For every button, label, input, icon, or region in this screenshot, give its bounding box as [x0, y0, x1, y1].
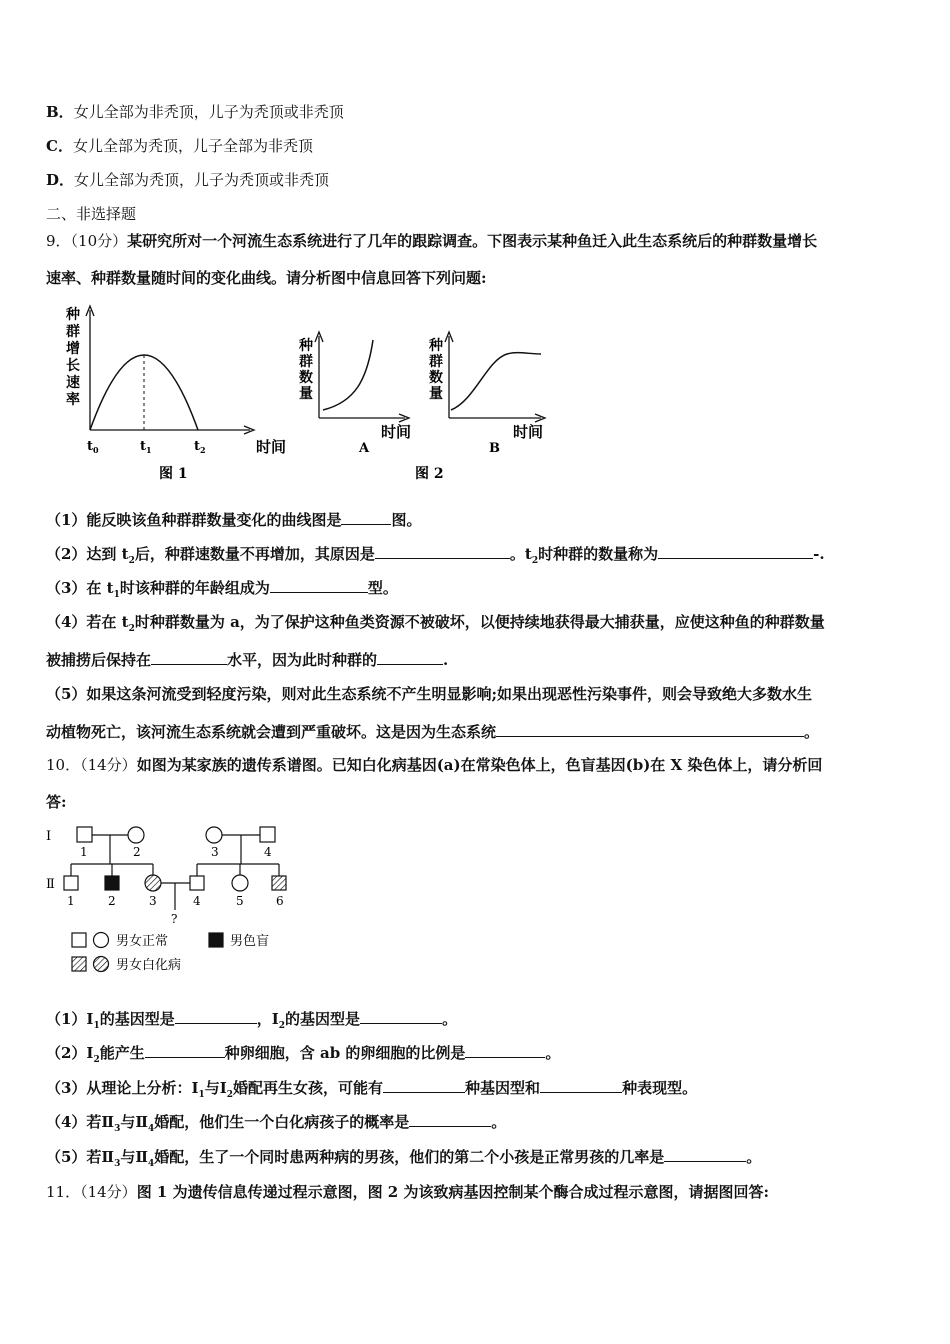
legend-colorblind-label: 男色盲 — [230, 934, 270, 949]
legend-albinism-label: 男女白化病 — [116, 958, 182, 973]
q9-p4-c: 被捕捞后保持在 — [46, 651, 152, 669]
legend-normal-label: 男女正常 — [116, 934, 169, 949]
q9-p2-blank2 — [658, 543, 813, 559]
fig1-xlabel: 时间 — [256, 438, 287, 456]
q9-p4-a: （4）若在 t — [46, 613, 129, 631]
fig2a-j-curve — [323, 340, 373, 410]
q9-p2-c: 。t — [509, 545, 532, 563]
i4-number: 4 — [264, 845, 272, 859]
option-b-text: 女儿全部为非秃顶，儿子为秃顶或非秃顶 — [73, 103, 344, 121]
ii1-number: 1 — [67, 894, 75, 908]
q10-p1-e: 。 — [442, 1010, 458, 1028]
option-b — [46, 102, 344, 122]
option-c-text: 女儿全部为秃顶，儿子全部为非秃顶 — [72, 137, 313, 155]
fig1-t2: $t_2$ — [194, 439, 206, 455]
q9-p2-d: 时种群的数量称为 — [538, 545, 659, 563]
fig1-ylabel-4: 速 — [66, 375, 80, 391]
fig1-ylabel-2: 增 — [66, 341, 80, 357]
q9-stem1: 某研究所对一个河流生态系统进行了几年的跟踪调查。下图表示某种鱼迁入此生态系统后的种群数量增长 — [127, 232, 818, 250]
q10-p1-c: ，Ⅰ — [256, 1010, 279, 1028]
option-d-letter: D． — [46, 171, 75, 189]
fig1-ylabel-0: 种 — [66, 307, 80, 323]
q10-p2-s: 2 — [93, 1055, 100, 1065]
fig2b-ylabel-0: 种 — [429, 338, 443, 354]
fig1-t0: $t_0$ — [87, 439, 99, 455]
q10-p3-blank2 — [540, 1077, 622, 1093]
q9-part5-line1: （5）如果这条河流受到轻度污染，则对此生态系统不产生明显影响;如果出现恶性污染事件，则会导致绝大多数水生 — [46, 685, 812, 703]
ii1-male-normal — [64, 876, 78, 890]
q9-p1-blank — [341, 509, 391, 525]
gen1-label: Ⅰ — [46, 829, 52, 844]
q9-p1-suffix: 图。 — [391, 511, 422, 529]
fig1-ylabel-5: 率 — [66, 392, 80, 408]
q10-p5-s1: 3 — [114, 1159, 121, 1169]
q9-p4-sub: 2 — [128, 624, 135, 634]
q10-p1-b: 的基因型是 — [99, 1010, 175, 1028]
i2-number: 2 — [133, 845, 141, 859]
q9-p4-d: 水平，因为此时种群的 — [227, 651, 378, 669]
q10-p2-c: 种卵细胞，含 ab 的卵细胞的比例是 — [224, 1044, 466, 1062]
q10-p1-a: （1）Ⅰ — [46, 1010, 94, 1028]
q9-p3-blank — [270, 577, 368, 593]
fig2a-xlabel: 时间 — [381, 423, 412, 441]
q10-p5-d: 。 — [746, 1148, 762, 1166]
ii4-number: 4 — [193, 894, 201, 908]
q9-number: 9．（10分） — [46, 232, 128, 250]
q10-p2-b: 能产生 — [99, 1044, 145, 1062]
q9-part4-line2 — [46, 649, 448, 670]
i3-female-normal — [206, 827, 222, 843]
q10-p3-a: （3）从理论上分析：Ⅰ — [46, 1079, 199, 1097]
q11-stem-text: 图 1 为遗传信息传递过程示意图，图 2 为该致病基因控制某个酶合成过程示意图，请据图回答: — [136, 1183, 769, 1201]
i2-female-normal — [128, 827, 144, 843]
q9-figure-1 — [60, 302, 300, 487]
legend-male-normal — [72, 933, 86, 947]
q10-p1-d: 的基因型是 — [285, 1010, 361, 1028]
q9-p3-c: 型。 — [367, 579, 398, 597]
q9-figure-2 — [295, 330, 565, 488]
fig2b-ylabel-1: 群 — [429, 354, 443, 370]
q10-p5-a: （5）若Ⅱ — [46, 1148, 115, 1166]
q9-p1-text: （1）能反映该鱼种群群数量变化的曲线图是 — [46, 511, 342, 529]
option-d-text: 女儿全部为秃顶，儿子为秃顶或非秃顶 — [74, 171, 330, 189]
q10-p3-e: 种表现型。 — [622, 1079, 698, 1097]
q10-stem-line1 — [46, 755, 822, 775]
fig1-caption: 图 1 — [159, 466, 188, 482]
q9-p2-sub2: 2 — [531, 556, 539, 566]
q10-p2-d: 。 — [545, 1044, 561, 1062]
q9-stem-line1 — [46, 231, 817, 251]
fig1-ylabel-1: 群 — [66, 324, 80, 340]
q9-stem2: 速率、种群数量随时间的变化曲线。请分析图中信息回答下列问题: — [46, 269, 487, 287]
q9-p5-b: 动植物死亡，该河流生态系统就会遭到严重破坏。这是因为生态系统 — [46, 723, 497, 741]
ii2-male-colorblind — [105, 876, 119, 890]
fig2b-ylabel-2: 数 — [429, 370, 443, 386]
option-d — [46, 170, 329, 190]
q10-pedigree — [44, 820, 304, 980]
q10-p1-s2: 2 — [278, 1021, 286, 1031]
q9-part2 — [46, 543, 825, 571]
gen2-label: Ⅱ — [46, 877, 55, 892]
q9-p4-e: . — [443, 651, 449, 669]
q9-p4-blank1 — [151, 649, 227, 665]
q10-p4-c: 婚配，他们生一个白化病孩子的概率是 — [154, 1113, 410, 1131]
q10-p4-d: 。 — [491, 1113, 507, 1131]
q10-part3 — [46, 1077, 697, 1105]
ii6-number: 6 — [276, 894, 284, 908]
q9-p4-b: 时种群数量为 a，为了保护这种鱼类资源不被破坏，以便持续地获得最大捕获量，应使这种鱼的种群数量 — [134, 613, 825, 631]
i3-number: 3 — [211, 845, 219, 859]
q10-number: 10．（14分） — [46, 756, 137, 774]
option-c-letter: C． — [46, 137, 73, 155]
ii5-number: 5 — [236, 894, 244, 908]
q9-p3-a: （3）在 t — [46, 579, 114, 597]
q9-part1 — [46, 509, 421, 530]
q9-p2-b: 后，种群速数量不再增加，其原因是 — [134, 545, 375, 563]
q9-p4-blank2 — [377, 649, 443, 665]
q10-p4-blank — [409, 1111, 491, 1127]
option-c — [46, 136, 313, 156]
q10-p3-s1: 1 — [198, 1090, 205, 1100]
fig2-caption: 图 2 — [415, 466, 444, 482]
q9-p3-b: 时该种群的年龄组成为 — [119, 579, 270, 597]
q11-number: 11．（14分） — [46, 1183, 137, 1201]
q10-p5-s2: 4 — [148, 1159, 155, 1169]
i1-male-normal — [77, 827, 92, 842]
legend-male-albinism — [72, 957, 86, 971]
fig1-ylabel-3: 长 — [66, 358, 80, 374]
q10-p2-blank1 — [145, 1042, 225, 1058]
q10-part2 — [46, 1042, 560, 1070]
fig2a-ylabel-3: 量 — [299, 386, 313, 402]
q9-p3-sub: 1 — [113, 590, 120, 600]
q10-p1-blank1 — [175, 1008, 257, 1024]
fig1-t1: $t_1$ — [140, 439, 152, 455]
fig2a-ylabel-2: 数 — [299, 370, 313, 386]
q10-p4-b: 与Ⅱ — [120, 1113, 149, 1131]
q10-p4-s1: 3 — [114, 1124, 121, 1134]
q10-stem2: 答: — [46, 793, 67, 811]
fig2a-ylabel-0: 种 — [299, 338, 313, 354]
q10-p1-s1: 1 — [93, 1021, 100, 1031]
q10-p5-b: 与Ⅱ — [120, 1148, 149, 1166]
q10-stem1: 如图为某家族的遗传系谱图。已知白化病基因(a)在常染色体上，色盲基因(b)在 X 染色体上，请分析回 — [136, 756, 823, 774]
q10-p2-a: （2）Ⅰ — [46, 1044, 94, 1062]
q10-p5-c: 婚配，生了一个同时患两种病的男孩，他们的第二个小孩是正常男孩的几率是 — [154, 1148, 665, 1166]
ii4-male-normal — [190, 876, 204, 890]
q9-p2-sub: 2 — [128, 556, 135, 566]
legend-male-colorblind — [209, 933, 223, 947]
q10-p4-s2: 4 — [148, 1124, 155, 1134]
q9-p5-blank — [496, 721, 804, 737]
ii6-male-albinism — [272, 876, 286, 890]
q10-part5 — [46, 1146, 761, 1174]
q11-stem — [46, 1182, 769, 1202]
q10-p3-d: 种基因型和 — [465, 1079, 541, 1097]
fig2-label-a: A — [359, 441, 370, 456]
fig2-label-b: B — [489, 441, 500, 456]
q10-p2-blank2 — [465, 1042, 545, 1058]
q9-p2-e: -. — [813, 545, 825, 563]
q10-p3-s2: 2 — [226, 1090, 234, 1100]
option-b-letter: B． — [46, 103, 74, 121]
q10-p3-c: 婚配再生女孩，可能有 — [233, 1079, 384, 1097]
unknown-child: ? — [171, 912, 178, 926]
legend-female-normal — [94, 933, 109, 948]
fig2b-s-curve — [451, 353, 541, 410]
q10-p3-blank1 — [383, 1077, 465, 1093]
q9-p2-blank1 — [375, 543, 510, 559]
q10-p4-a: （4）若Ⅱ — [46, 1113, 115, 1131]
i4-male-normal — [260, 827, 275, 842]
q10-p5-blank — [664, 1146, 746, 1162]
q9-part3 — [46, 577, 398, 605]
fig2b-ylabel-3: 量 — [429, 386, 443, 402]
q10-part1 — [46, 1008, 457, 1036]
legend-female-albinism — [94, 957, 109, 972]
q9-p5-c: 。 — [804, 723, 820, 741]
q10-p3-b: 与Ⅰ — [204, 1079, 227, 1097]
ii3-number: 3 — [149, 894, 157, 908]
ii2-number: 2 — [108, 894, 116, 908]
ii5-female-normal — [232, 875, 248, 891]
q9-part5-line2 — [46, 721, 819, 742]
section-heading: 二、非选择题 — [46, 205, 137, 223]
q9-p2-a: （2）达到 t — [46, 545, 129, 563]
q9-part4-line1 — [46, 612, 825, 639]
fig2a-ylabel-1: 群 — [299, 354, 313, 370]
q10-part4 — [46, 1111, 506, 1139]
ii3-female-albinism — [145, 875, 161, 891]
fig2b-xlabel: 时间 — [513, 423, 544, 441]
q10-p1-blank2 — [360, 1008, 442, 1024]
i1-number: 1 — [80, 845, 88, 859]
